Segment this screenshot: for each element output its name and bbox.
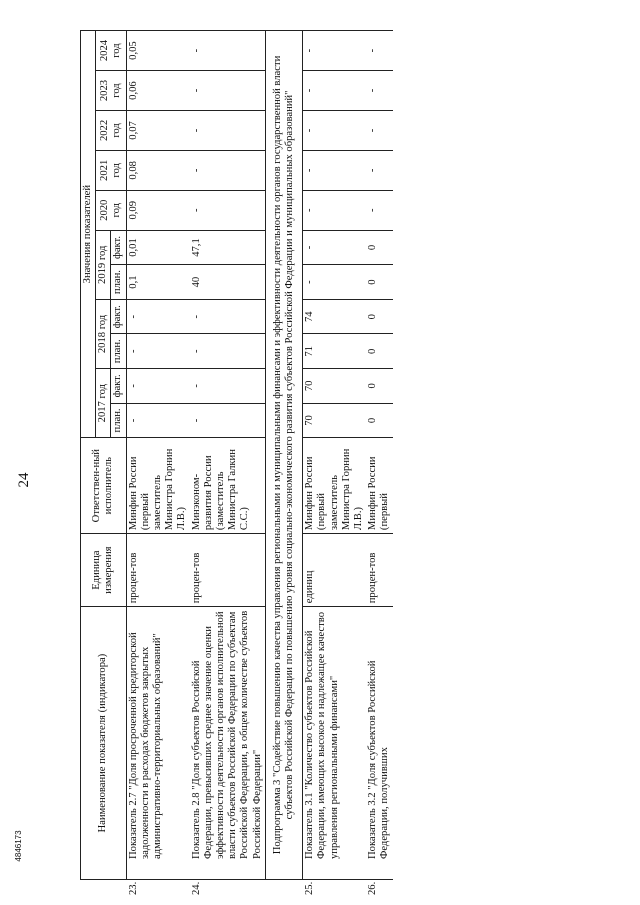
header-responsible: Ответствен-ный исполнитель (81, 438, 127, 534)
header-2018: 2018 год (96, 299, 111, 368)
value-cell: 0,07 (126, 110, 190, 150)
header-fact: факт. (111, 369, 126, 404)
value-cell: - (126, 403, 190, 438)
value-cell: - (190, 403, 266, 438)
indicator-name: 24.Показатель 2.8 "Доля субъектов Российской Федерации, превысивших среднее значение оценки эффективности деятельности органов исполнительной власти субъектов Российской Федерации по субъектам Российской Федерации, в общем количестве субъектов Российской Федерации" (190, 607, 266, 880)
header-values: Значения показателей (81, 31, 96, 438)
value-cell: 0,09 (126, 190, 190, 230)
value-cell: 0 (366, 369, 392, 404)
value-cell: - (303, 190, 367, 230)
value-cell: - (303, 230, 367, 265)
unit-cell: единиц (303, 534, 367, 607)
header-2017: 2017 год (96, 369, 111, 438)
responsible-cell: Минфин России (первый заместитель Министра Горнин Л.В.) (303, 438, 367, 534)
table-row (126, 31, 190, 880)
value-cell: 70 (303, 403, 367, 438)
value-cell: 0 (366, 334, 392, 369)
value-cell: - (190, 31, 266, 71)
value-cell: 0 (366, 265, 392, 300)
value-cell: - (126, 299, 190, 334)
subprogram-row (265, 31, 302, 880)
header-2024: 2024 год (96, 31, 126, 71)
header-unit: Единица измерения (81, 534, 127, 607)
header-fact: факт. (111, 299, 126, 334)
value-cell: - (303, 110, 367, 150)
value-cell: - (303, 265, 367, 300)
header-2023: 2023 год (96, 71, 126, 111)
header-plan: план. (111, 403, 126, 438)
responsible-cell: Минфин России (первый (366, 438, 392, 534)
header-plan: план. (111, 265, 126, 300)
responsible-cell: Минфин России (первый заместитель Министра Горнин Л.В.) (126, 438, 190, 534)
page-number: 24 (16, 472, 32, 488)
header-plan: план. (111, 334, 126, 369)
header-indicator-name: Наименование показателя (индикатора) (81, 607, 127, 880)
value-cell: 0,08 (126, 150, 190, 190)
header-2021: 2021 год (96, 150, 126, 190)
value-cell: - (190, 150, 266, 190)
value-cell: - (190, 369, 266, 404)
value-cell: 70 (303, 369, 367, 404)
indicator-name: 23.Показатель 2.7 "Доля просроченной кредиторской задолженности в расходах бюджетов закрытых административно-территориальных образований" (126, 607, 190, 880)
value-cell: 0 (366, 403, 392, 438)
value-cell: - (190, 299, 266, 334)
value-cell: - (366, 31, 392, 71)
header-2022: 2022 год (96, 110, 126, 150)
header-2020: 2020 год (96, 190, 126, 230)
indicator-name: 25.Показатель 3.1 "Количество субъектов Российской Федерации, имеющих высокое и надлежащее качество управления региональными финансами" (303, 607, 367, 880)
value-cell: 0,06 (126, 71, 190, 111)
value-cell: - (366, 190, 392, 230)
value-cell: - (303, 31, 367, 71)
value-cell: - (126, 334, 190, 369)
value-cell: - (190, 190, 266, 230)
value-cell: 0 (366, 299, 392, 334)
value-cell: - (126, 369, 190, 404)
indicators-table (80, 30, 393, 895)
value-cell: - (366, 71, 392, 111)
header-2019: 2019 год (96, 230, 111, 299)
table-row (190, 31, 266, 880)
value-cell: 74 (303, 299, 367, 334)
table-row (366, 31, 392, 880)
value-cell: 0,01 (126, 230, 190, 265)
value-cell: 71 (303, 334, 367, 369)
document-code: 4846173 (14, 830, 23, 862)
value-cell: - (190, 71, 266, 111)
value-cell: 0,05 (126, 31, 190, 71)
value-cell: - (303, 71, 367, 111)
unit-cell: процен-тов (126, 534, 190, 607)
value-cell: - (366, 150, 392, 190)
value-cell: 0 (366, 230, 392, 265)
subprogram-title: Подпрограмма 3 "Содействие повышению качества управления региональными и муниципальными финансами и эффективности деятельности органов государственной власти субъектов Российской Федерации по повышению уровня социально-экономического развития субъектов Российской Федерации и муниципальных образований" (265, 31, 302, 880)
value-cell: - (190, 110, 266, 150)
value-cell: - (303, 150, 367, 190)
table-row (303, 31, 367, 880)
indicator-name: 26.Показатель 3.2 "Доля субъектов Российской Федерации, получивших (366, 607, 392, 880)
rotated-table-page (80, 30, 620, 895)
unit-cell: процен-тов (366, 534, 392, 607)
header-fact: факт. (111, 230, 126, 265)
responsible-cell: Минэконом-развития России (заместитель Министра Галкин С.С.) (190, 438, 266, 534)
unit-cell: процен-тов (190, 534, 266, 607)
value-cell: - (366, 110, 392, 150)
value-cell: 47,1 (190, 230, 266, 265)
value-cell: 40 (190, 265, 266, 300)
value-cell: - (190, 334, 266, 369)
value-cell: 0,1 (126, 265, 190, 300)
